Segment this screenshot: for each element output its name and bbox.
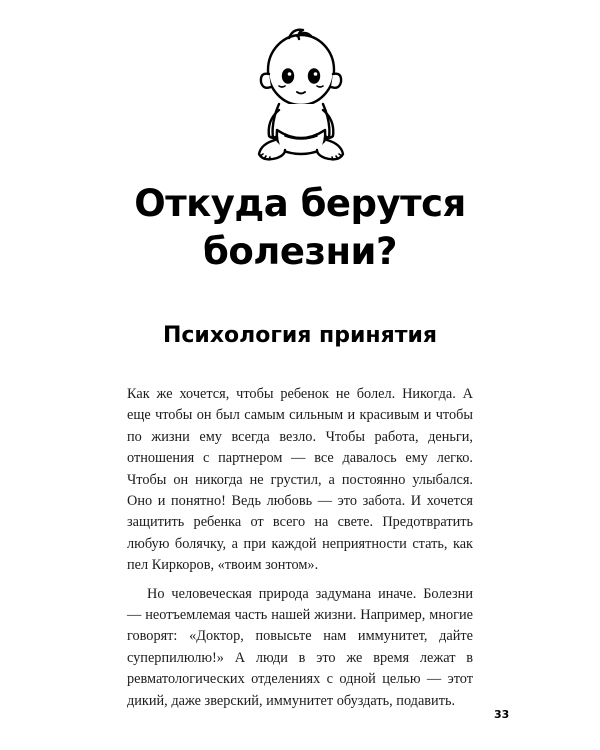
chapter-title	[0, 180, 600, 276]
chapter-title-line-1: Откуда берутся	[134, 182, 466, 225]
paragraph: Но человеческая природа задумана иначе. Болезни — неотъемлемая часть нашей жизни. Например, многие говорят: «Доктор, повысьте нам иммунитет, дайте суперпилюлю!» А люди в это же время лежат в ревматологических отделениях с одной целью — этот дикий, даже зверский, иммунитет обуздать, подавить.	[127, 585, 473, 709]
section-title: Психология принятия	[162, 323, 438, 348]
chapter-title-line-2: болезни?	[203, 230, 397, 273]
page-number: 33	[494, 708, 510, 721]
paragraph: Как же хочется, чтобы ребенок не болел. Никогда. А еще чтобы он был самым сильным и красивым и чтобы по жизни ему всегда везло. Чтобы работа, деньги, отношения с партнером — все давалось ему легко. Чтобы он никогда не грустил, а постоянно улыбался. Оно и понятно! Ведь любовь — это забота. И хочется защитить ребенка от всего на свете. Предотвратить любую болячку, а при каждой неприятности стать, как пел Киркоров, «твоим зонтом».	[127, 386, 473, 574]
baby-illustration-icon	[245, 18, 357, 168]
body-text	[127, 384, 473, 712]
